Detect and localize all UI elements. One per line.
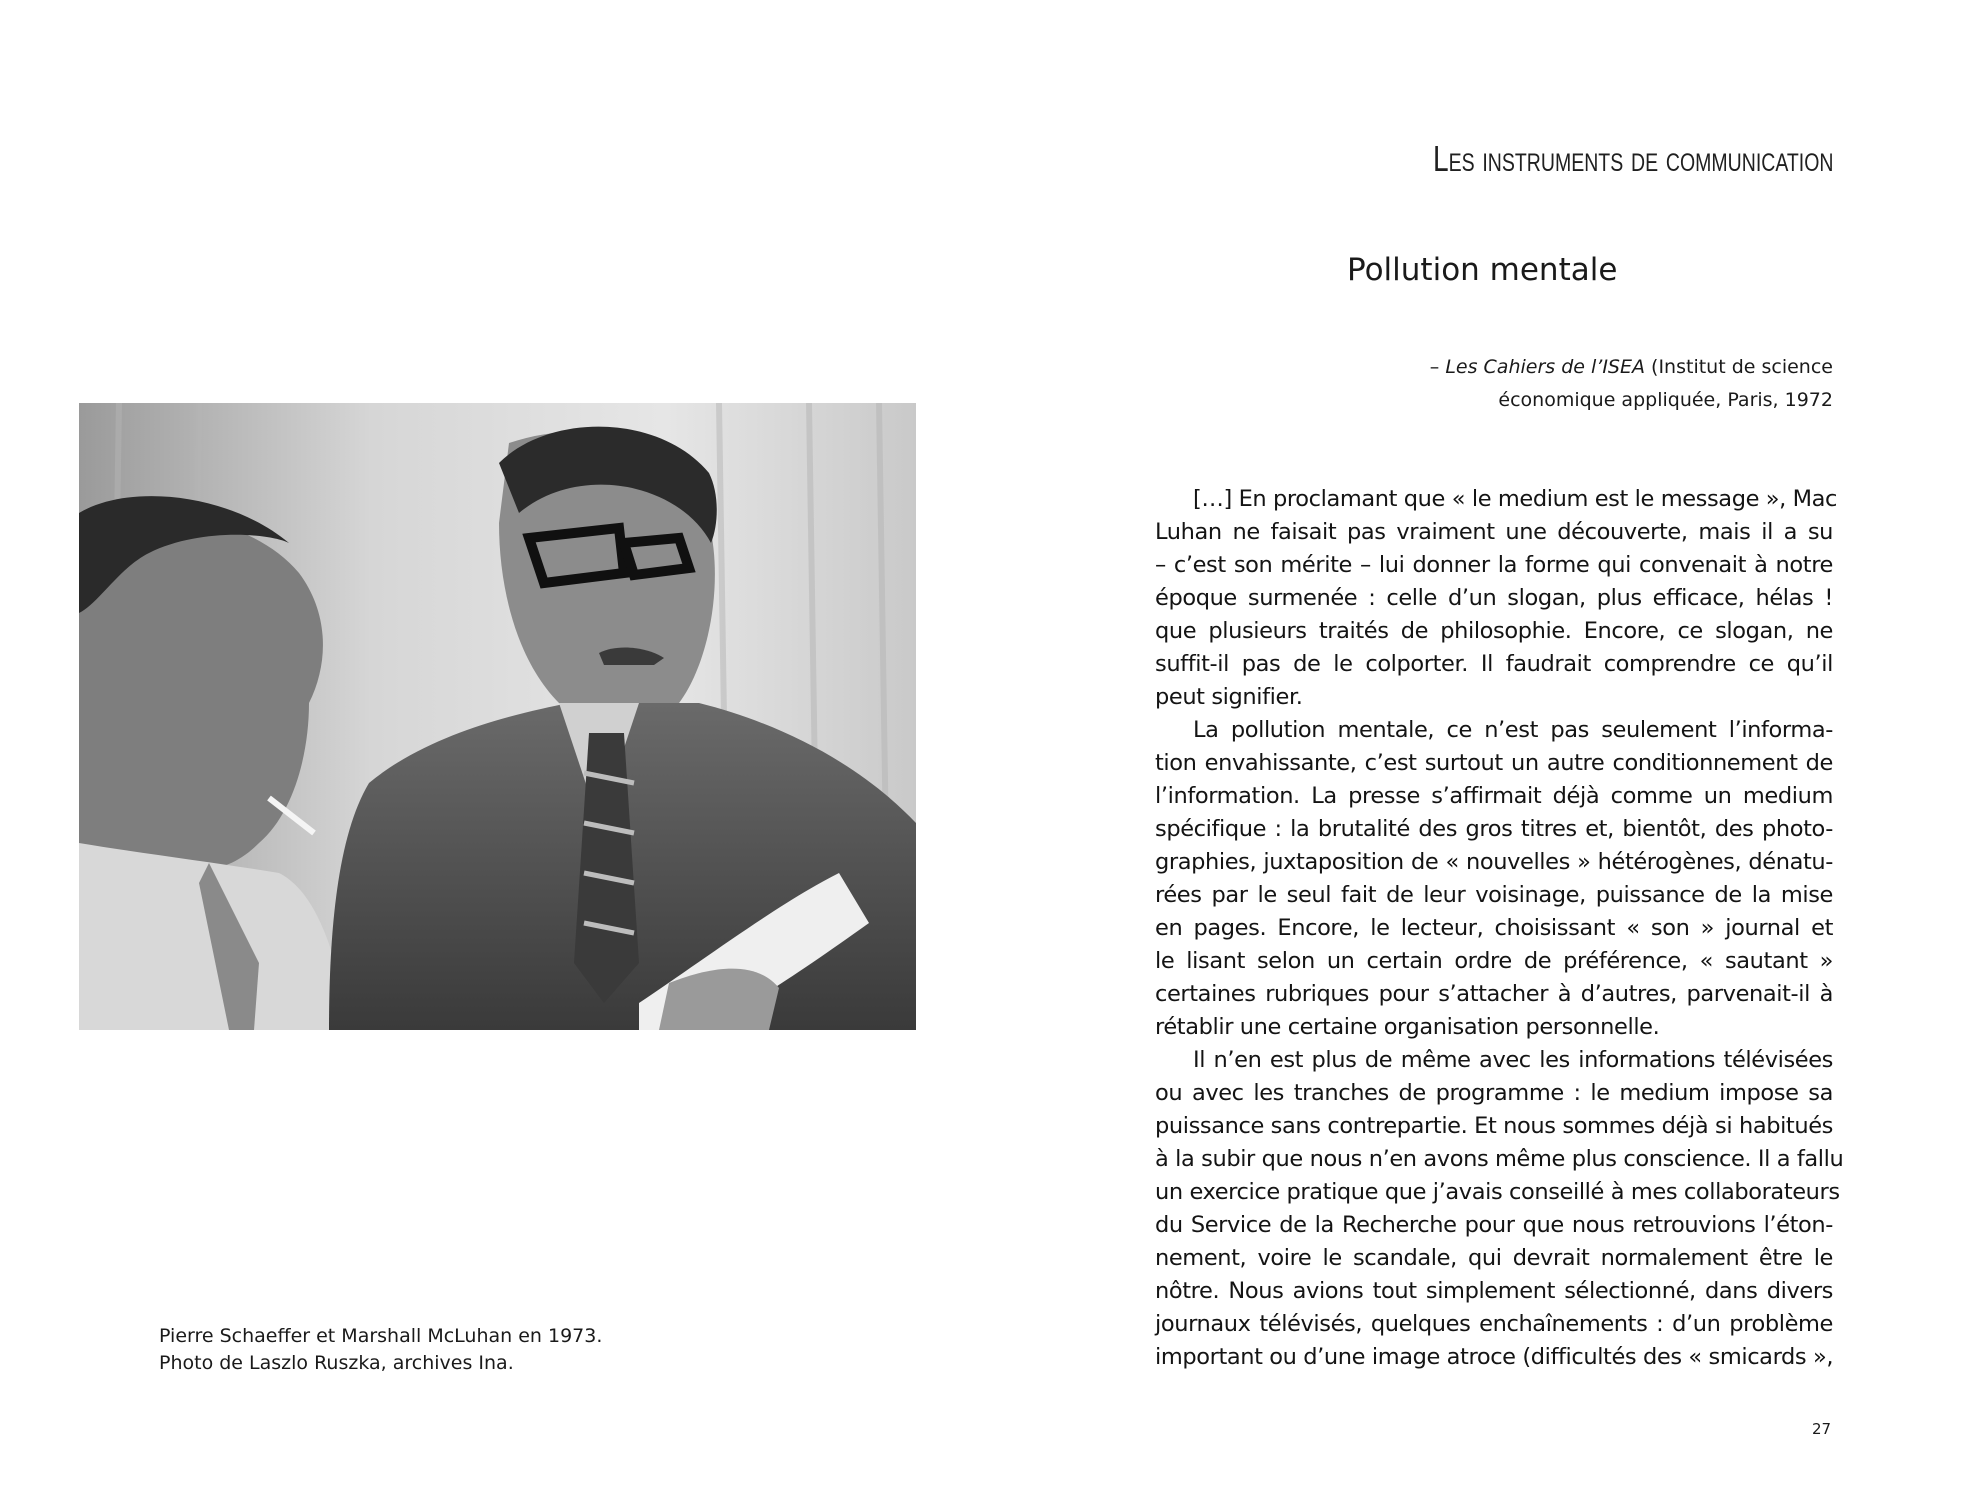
text-line: nôtre. Nous avions tout simplement sélectionné, dans divers xyxy=(1155,1278,1833,1304)
source-citation xyxy=(1430,351,1833,417)
text-line: – c’est son mérite – lui donner la forme qui convenait à notre xyxy=(1155,552,1833,578)
text-line: Il n’en est plus de même avec les informations télévisées xyxy=(1193,1047,1833,1073)
text-line: que plusieurs traités de philosophie. Encore, ce slogan, ne xyxy=(1155,618,1833,644)
source-line-2: économique appliquée, Paris, 1972 xyxy=(1498,389,1833,411)
text-line: puissance sans contrepartie. Et nous sommes déjà si habitués xyxy=(1155,1113,1833,1139)
caption-credit: Photo de Laszlo Ruszka, archives Ina. xyxy=(159,1352,514,1374)
source-dash: – xyxy=(1429,356,1446,378)
caption-line: Pierre Schaeffer et Marshall McLuhan en 1973. xyxy=(159,1325,603,1347)
page-number: 27 xyxy=(1812,1420,1832,1438)
photo-illustration xyxy=(79,403,916,1030)
photo-caption xyxy=(159,1323,719,1377)
source-institute: (Institut de science xyxy=(1645,356,1833,378)
text-line: Luhan ne faisait pas vraiment une découverte, mais il a su xyxy=(1155,519,1833,545)
text-line: rétablir une certaine organisation personnelle. xyxy=(1155,1014,1660,1040)
source-line-1 xyxy=(1430,351,1833,384)
text-line: époque surmenée : celle d’un slogan, plus efficace, hélas ! xyxy=(1155,585,1833,611)
text-line: graphies, juxtaposition de « nouvelles » hétérogènes, dénatu- xyxy=(1155,849,1833,875)
text-line: ou avec les tranches de programme : le medium impose sa xyxy=(1155,1080,1833,1106)
source-publication: Les Cahiers de l’ISEA xyxy=(1445,356,1645,378)
text-line: tion envahissante, c’est surtout un autre conditionnement de xyxy=(1155,750,1833,776)
running-head: Les instruments de communication xyxy=(1432,138,1833,179)
text-line: […] En proclamant que « le medium est le message », Mac xyxy=(1193,486,1838,512)
photograph xyxy=(79,403,916,1030)
text-line: journaux télévisés, quelques enchaînements : d’un problème xyxy=(1155,1311,1833,1337)
text-line: nement, voire le scandale, qui devrait normalement être le xyxy=(1155,1245,1833,1271)
text-line: en pages. Encore, le lecteur, choisissant « son » journal et xyxy=(1155,915,1833,941)
text-line: La pollution mentale, ce n’est pas seulement l’informa- xyxy=(1193,717,1833,743)
text-line: l’information. La presse s’affirmait déjà comme un medium xyxy=(1155,783,1833,809)
text-line: rées par le seul fait de leur voisinage, puissance de la mise xyxy=(1155,882,1833,908)
text-line: peut signifier. xyxy=(1155,684,1303,710)
body-text xyxy=(1155,483,1844,1374)
section-title: Pollution mentale xyxy=(1347,252,1618,288)
text-line: à la subir que nous n’en avons même plus conscience. Il a fallu xyxy=(1155,1146,1844,1172)
text-line: suffit-il pas de le colporter. Il faudrait comprendre ce qu’il xyxy=(1155,651,1833,677)
text-line: un exercice pratique que j’avais conseillé à mes collaborateurs xyxy=(1155,1179,1840,1205)
text-line: certaines rubriques pour s’attacher à d’autres, parvenait-il à xyxy=(1155,981,1833,1007)
text-line: le lisant selon un certain ordre de préférence, « sautant » xyxy=(1155,948,1833,974)
text-line: du Service de la Recherche pour que nous retrouvions l’éton- xyxy=(1155,1212,1833,1238)
text-line: spécifique : la brutalité des gros titres et, bientôt, des photo- xyxy=(1155,816,1833,842)
text-line: important ou d’une image atroce (difficultés des « smicards », xyxy=(1155,1344,1834,1370)
